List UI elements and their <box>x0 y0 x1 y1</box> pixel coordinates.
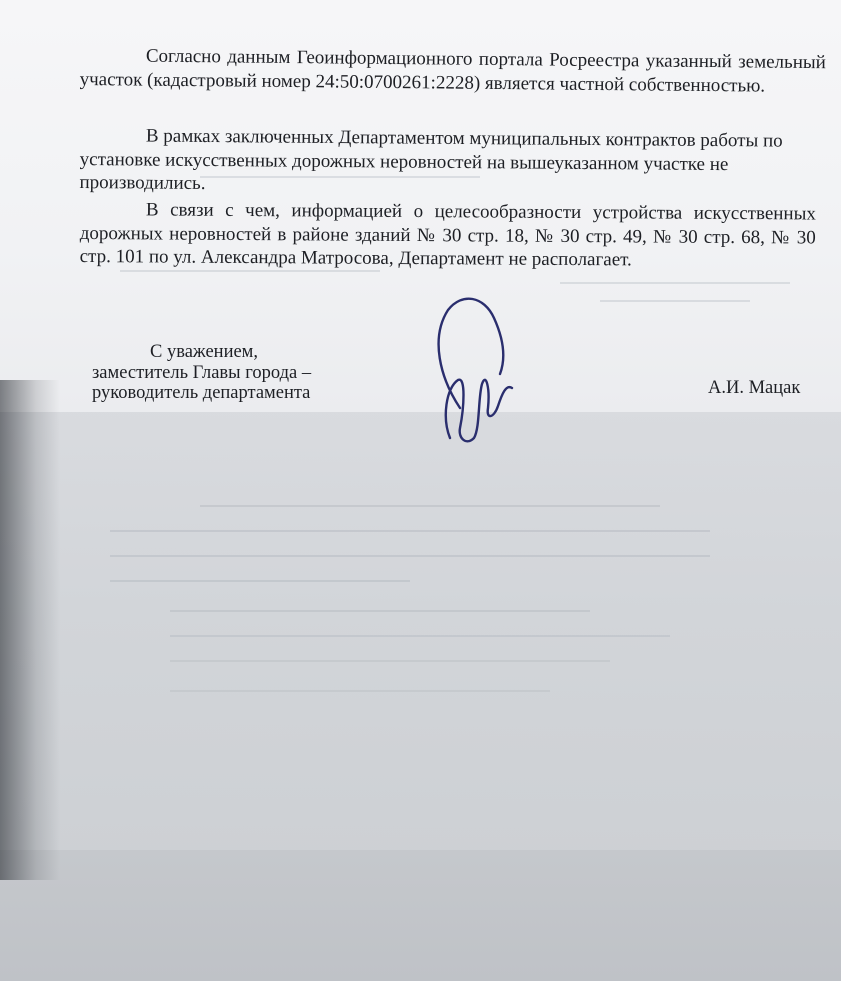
signer-name: А.И. Мацак <box>708 378 801 398</box>
paragraph-cadastral: Согласно данным Геоинформационного портала Росреестра указанный земельный участок (кадастровый номер 24:50:0700261:2228) является частной собственностью. <box>79 45 826 97</box>
paragraph-conclusion: В связи с чем, информацией о целесообразности устройства искусственных дорожных неровностей в районе зданий № 30 стр. 18, № 30 стр. 49, № 30 стр. 68, № 30 стр. 101 по ул. Александра Матросова, Департамент не располагает. <box>79 199 816 271</box>
closing-block <box>92 342 311 404</box>
signer-position-line1: заместитель Главы города – <box>92 362 312 383</box>
paragraph-contracts: В рамках заключенных Департаментом муниципальных контрактов работы по установке искусственных дорожных неровностей на вышеуказанном участке не производились. <box>79 125 783 195</box>
finger-shadow <box>0 380 60 880</box>
table-surface <box>0 850 841 981</box>
closing-greeting: С уважением, <box>150 342 259 362</box>
signer-position-line2: руководитель департамента <box>92 383 311 403</box>
handwritten-signature <box>420 288 530 458</box>
